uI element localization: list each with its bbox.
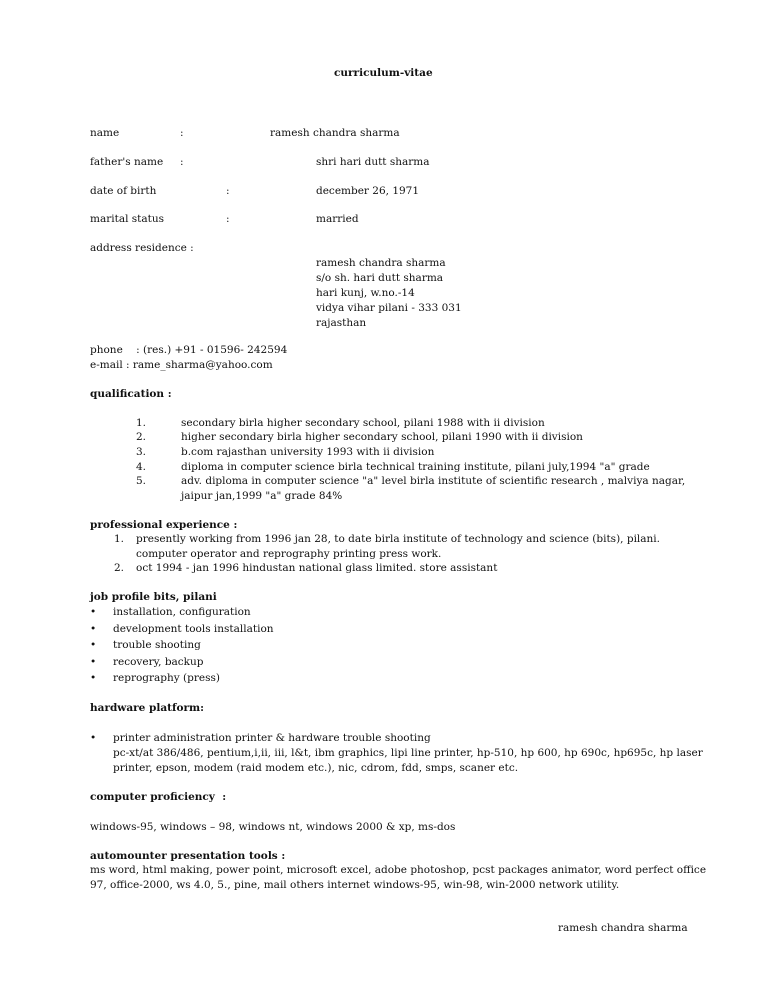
name-colon: :: [180, 127, 184, 139]
qualification-item: diploma in computer science birla technical training institute, pilani july,1994 "a" grade: [181, 461, 650, 473]
hardware-item-cont: pc-xt/at 386/486, pentium,i,ii, iii, l&t, ibm graphics, lipi line printer, hp-510, hp 600, hp 690c, hp695c, hp laser: [113, 747, 703, 759]
qualification-num: 4.: [136, 461, 147, 473]
bullet-icon: •: [90, 606, 97, 618]
address-line: vidya vihar pilani - 333 031: [316, 302, 462, 314]
computer-heading: computer proficiency :: [90, 791, 227, 803]
phone-line: phone : (res.) +91 - 01596- 242594: [90, 344, 288, 356]
father-value: shri hari dutt sharma: [316, 156, 430, 168]
experience-num: 2.: [114, 562, 125, 574]
experience-heading: professional experience :: [90, 519, 238, 531]
dob-colon: :: [226, 185, 230, 197]
signature: ramesh chandra sharma: [558, 922, 688, 934]
bullet-icon: •: [90, 732, 97, 744]
hardware-item-cont: printer, epson, modem (raid modem etc.), nic, cdrom, fdd, smps, scaner etc.: [113, 762, 519, 774]
tools-text: 97, office-2000, ws 4.0, 5., pine, mail others internet windows-95, win-98, win-2000 network utility.: [90, 879, 620, 891]
name-value: ramesh chandra sharma: [270, 127, 400, 139]
marital-colon: :: [226, 213, 230, 225]
job-profile-heading: job profile bits, pilani: [90, 591, 217, 603]
experience-item: oct 1994 - jan 1996 hindustan national glass limited. store assistant: [136, 562, 498, 574]
experience-item: presently working from 1996 jan 28, to date birla institute of technology and science (bits), pilani.: [136, 533, 661, 545]
job-profile-item-text: reprography (press): [113, 672, 220, 684]
dob-value: december 26, 1971: [316, 185, 420, 197]
bullet-icon: •: [90, 623, 97, 635]
qualification-item: higher secondary birla higher secondary school, pilani 1990 with ii division: [181, 431, 583, 443]
computer-text: windows-95, windows – 98, windows nt, windows 2000 & xp, ms-dos: [90, 821, 456, 833]
name-label: name: [90, 127, 120, 139]
bullet-icon: •: [90, 656, 97, 668]
marital-label: marital status: [90, 213, 165, 225]
qualification-item-cont: jaipur jan,1999 "a" grade 84%: [181, 490, 343, 502]
bullet-icon: •: [90, 672, 97, 684]
experience-item-cont: computer operator and reprography printing press work.: [136, 548, 442, 560]
address-line: s/o sh. hari dutt sharma: [316, 272, 444, 284]
marital-value: married: [316, 213, 359, 225]
qualification-item: adv. diploma in computer science "a" level birla institute of scientific research , malviya nagar,: [181, 475, 686, 487]
dob-label: date of birth: [90, 185, 157, 197]
address-line: rajasthan: [316, 317, 367, 329]
bullet-icon: •: [90, 639, 97, 651]
qualification-item: secondary birla higher secondary school, pilani 1988 with ii division: [181, 417, 545, 429]
job-profile-item-text: development tools installation: [113, 623, 274, 635]
qualification-num: 5.: [136, 475, 147, 487]
document-title: curriculum-vitae: [334, 67, 433, 79]
job-profile-item-text: recovery, backup: [113, 656, 204, 668]
address-line: ramesh chandra sharma: [316, 257, 446, 269]
qualification-num: 1.: [136, 417, 147, 429]
email-line: e-mail : rame_sharma@yahoo.com: [90, 359, 273, 371]
father-label: father's name: [90, 156, 164, 168]
qualification-heading: qualification :: [90, 388, 172, 400]
qualification-item: b.com rajasthan university 1993 with ii division: [181, 446, 435, 458]
address-label: address residence :: [90, 242, 194, 254]
qualification-num: 3.: [136, 446, 147, 458]
job-profile-item-text: installation, configuration: [113, 606, 251, 618]
father-colon: :: [180, 156, 184, 168]
qualification-num: 2.: [136, 431, 147, 443]
tools-heading: automounter presentation tools :: [90, 850, 286, 862]
address-line: hari kunj, w.no.-14: [316, 287, 415, 299]
hardware-heading: hardware platform:: [90, 702, 205, 714]
hardware-item-text: printer administration printer & hardware trouble shooting: [113, 732, 431, 744]
tools-text: ms word, html making, power point, microsoft excel, adobe photoshop, pcst packages animator, word perfect office: [90, 864, 707, 876]
experience-num: 1.: [114, 533, 125, 545]
job-profile-item-text: trouble shooting: [113, 639, 201, 651]
